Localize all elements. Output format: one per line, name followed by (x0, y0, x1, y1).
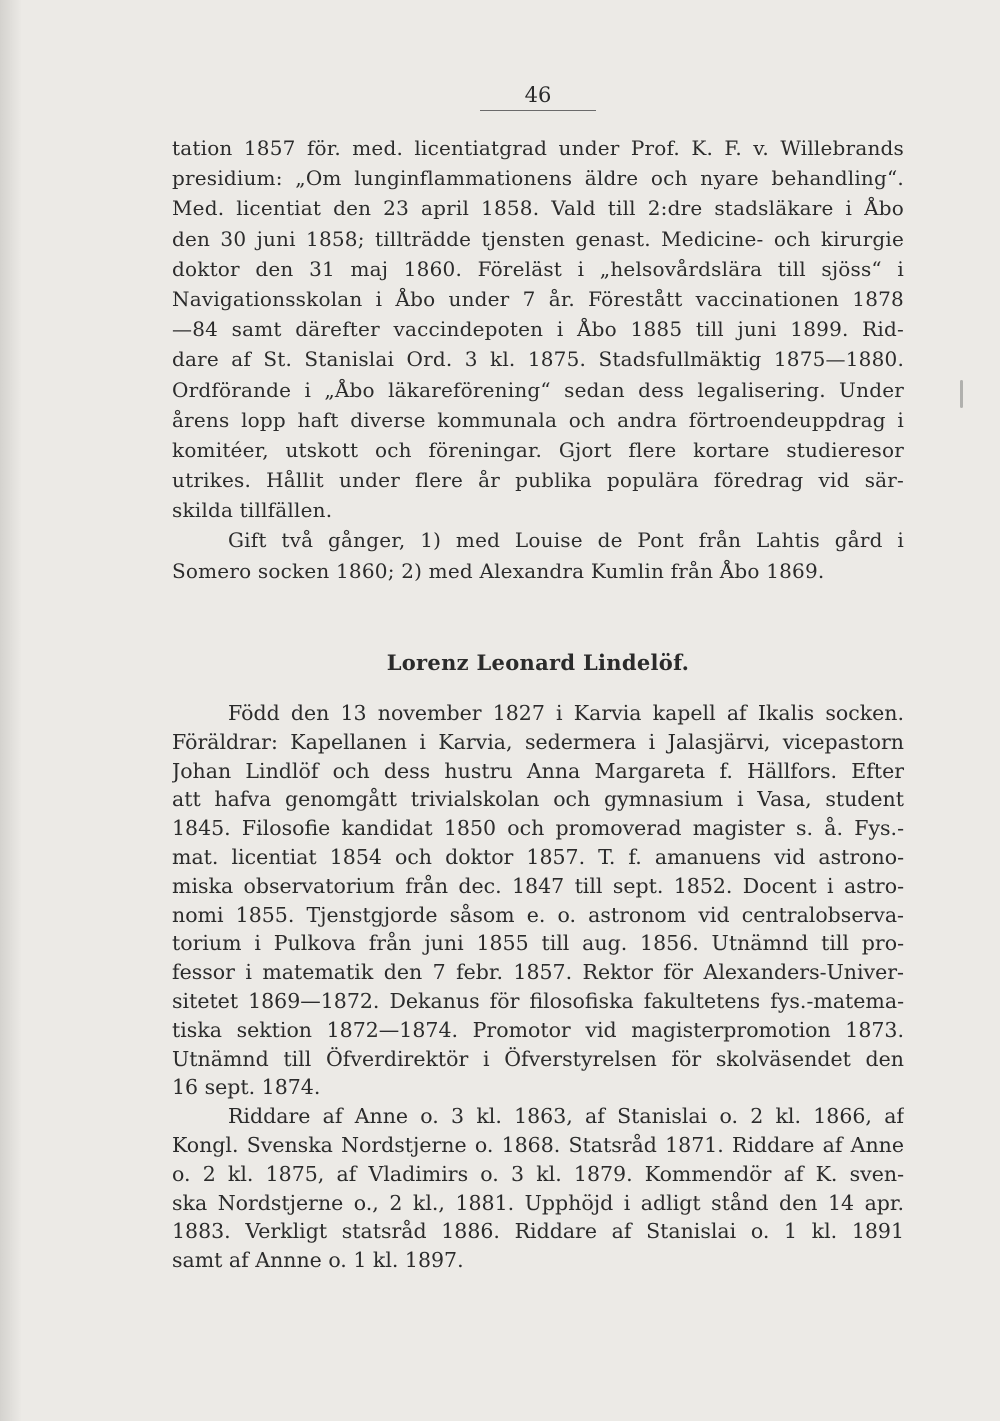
text-line: 1883. Verkligt statsråd 1886. Riddare af Stanislai o. 1 kl. 1891 (172, 1219, 904, 1244)
text-line: sitetet 1869—1872. Dekanus för filosofiska fakultetens fys.-matema- (172, 988, 904, 1013)
text-line: fessor i matematik den 7 febr. 1857. Rektor för Alexanders-Univer- (172, 960, 904, 985)
text-line: 1845. Filosofie kandidat 1850 och promoverad magister s. å. Fys.- (172, 816, 904, 841)
text-line: skilda tillfällen. (172, 498, 333, 523)
text-line: årens lopp haft diverse kommunala och andra förtroendeuppdrag i (172, 407, 904, 432)
text-line: Utnämnd till Öfverdirektör i Öfverstyrelsen för skolväsendet den (172, 1046, 904, 1071)
text-line: Född den 13 november 1827 i Karvia kapell af Ikalis socken. (228, 701, 904, 725)
biography-entry (172, 699, 904, 1275)
text-line: presidium: „Om lunginflammationens äldre och nyare behandling“. (172, 166, 904, 191)
text-line: Somero socken 1860; 2) med Alexandra Kumlin från Åbo 1869. (172, 558, 825, 583)
text-line: doktor den 31 maj 1860. Föreläst i „helsovårdslära till sjöss“ i (172, 256, 904, 281)
text-line: Med. licentiat den 23 april 1858. Vald till 2:dre stadsläkare i Åbo (172, 196, 904, 221)
biography-continuation (172, 133, 904, 586)
text-line: att hafva genomgått trivialskolan och gymnasium i Vasa, student (172, 787, 904, 812)
text-line: —84 samt därefter vaccindepoten i Åbo 1885 till juni 1899. Rid- (172, 317, 904, 342)
text-line: samt af Annne o. 1 kl. 1897. (172, 1248, 464, 1273)
text-line: Kongl. Svenska Nordstjerne o. 1868. Statsråd 1871. Riddare af Anne (172, 1132, 904, 1157)
text-line: ska Nordstjerne o., 2 kl., 1881. Upphöjd i adligt stånd den 14 apr. (172, 1190, 904, 1215)
text-line: Gift två gånger, 1) med Louise de Pont från Lahtis gård i (228, 528, 904, 553)
text-line: Johan Lindlöf och dess hustru Anna Margareta f. Hällfors. Efter (172, 758, 904, 783)
text-line: miska observatorium från dec. 1847 till sept. 1852. Docent i astro- (172, 873, 904, 898)
text-line: mat. licentiat 1854 och doktor 1857. T. f. amanuens vid astrono- (172, 844, 904, 869)
text-line: Navigationsskolan i Åbo under 7 år. Förestått vaccinationen 1878 (172, 286, 904, 311)
text-line: utrikes. Hållit under flere år publika populära föredrag vid sär- (172, 468, 904, 493)
text-line: nomi 1855. Tjenstgjorde såsom e. o. astronom vid centralobserva- (172, 902, 904, 927)
binding-shadow (0, 0, 22, 1421)
text-line: komitéer, utskott och föreningar. Gjort flere kortare studieresor (172, 437, 904, 462)
text-line: dare af St. Stanislai Ord. 3 kl. 1875. Stadsfullmäktig 1875—1880. (172, 347, 904, 372)
section-heading: Lorenz Leonard Lindelöf. (386, 650, 690, 675)
text-line: torium i Pulkova från juni 1855 till aug. 1856. Utnämnd till pro- (172, 931, 904, 956)
text-line: tation 1857 för. med. licentiatgrad under Prof. K. F. v. Willebrands (172, 136, 904, 160)
text-line: Riddare af Anne o. 3 kl. 1863, af Stanislai o. 2 kl. 1866, af (228, 1104, 904, 1129)
text-line: o. 2 kl. 1875, af Vladimirs o. 3 kl. 1879. Kommendör af K. sven- (172, 1161, 904, 1186)
text-line: den 30 juni 1858; tillträdde tjensten genast. Medicine- och kirurgie (172, 226, 904, 251)
page-number: 46 (480, 82, 596, 111)
text-line: Ordförande i „Åbo läkareförening“ sedan dess legalisering. Under (172, 377, 904, 402)
text-line: 16 sept. 1874. (172, 1075, 321, 1100)
paper-mark (960, 380, 963, 408)
text-line: Föräldrar: Kapellanen i Karvia, sedermera i Jalasjärvi, vicepastorn (172, 729, 904, 754)
text-line: tiska sektion 1872—1874. Promotor vid magisterpromotion 1873. (172, 1017, 904, 1042)
